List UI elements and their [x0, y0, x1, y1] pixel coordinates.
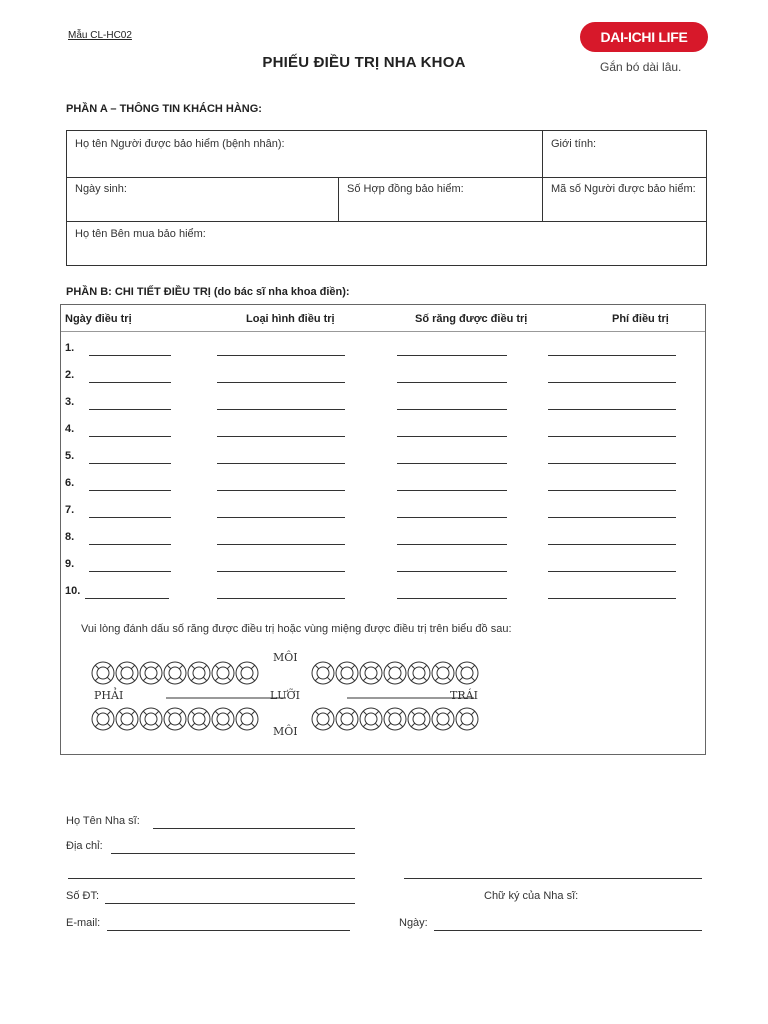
dentist-address-label: Địa chỉ:	[66, 840, 103, 852]
teeth-treated-field[interactable]	[397, 463, 507, 464]
dentist-email-label: E-mail:	[66, 917, 101, 929]
lower-left-tooth[interactable]	[408, 708, 430, 730]
col-treatment-date: Ngày điều trị	[65, 313, 132, 325]
lower-right-tooth[interactable]	[164, 708, 186, 730]
dentist-signature-field[interactable]	[404, 878, 702, 879]
row-number: 10.	[65, 585, 81, 597]
row-number: 4.	[65, 423, 75, 435]
dentist-address-field[interactable]	[111, 853, 355, 854]
upper-left-tooth[interactable]	[456, 662, 478, 684]
teeth-treated-field[interactable]	[397, 436, 507, 437]
lower-left-tooth[interactable]	[312, 708, 334, 730]
teeth-treated-field[interactable]	[397, 355, 507, 356]
section-a-heading: PHẦN A – THÔNG TIN KHÁCH HÀNG:	[66, 103, 262, 115]
lower-left-tooth[interactable]	[432, 708, 454, 730]
treatment-date-field[interactable]	[89, 382, 171, 383]
treatment-date-field[interactable]	[89, 409, 171, 410]
treatment-date-field[interactable]	[89, 544, 171, 545]
row-number: 6.	[65, 477, 75, 489]
treatment-type-field[interactable]	[217, 382, 345, 383]
dentist-email-field[interactable]	[107, 930, 350, 931]
dai-ichi-life-logo: DAI-ICHI LIFE	[580, 22, 708, 52]
form-code: Mẫu CL-HC02	[68, 30, 132, 41]
upper-left-tooth[interactable]	[336, 662, 358, 684]
lower-right-tooth[interactable]	[236, 708, 258, 730]
treatment-fee-field[interactable]	[548, 382, 676, 383]
upper-left-tooth[interactable]	[360, 662, 382, 684]
dentist-phone-label: Số ĐT:	[66, 890, 100, 902]
teeth-treated-field[interactable]	[397, 598, 507, 599]
chart-label-lip-top: MÔI	[273, 651, 298, 664]
treatment-date-field[interactable]	[89, 490, 171, 491]
teeth-treated-field[interactable]	[397, 409, 507, 410]
lower-right-tooth[interactable]	[92, 708, 114, 730]
page-title: PHIẾU ĐIỀU TRỊ NHA KHOA	[262, 54, 466, 71]
treatment-fee-field[interactable]	[548, 355, 676, 356]
row-number: 3.	[65, 396, 75, 408]
upper-right-tooth[interactable]	[164, 662, 186, 684]
treatment-date-field[interactable]	[89, 463, 171, 464]
col-teeth-treated: Số răng được điều trị	[415, 313, 528, 325]
section-b-heading: PHẦN B: CHI TIẾT ĐIỀU TRỊ (do bác sĩ nha khoa điền):	[66, 286, 350, 298]
lower-right-tooth[interactable]	[140, 708, 162, 730]
dentist-name-label: Họ Tên Nha sĩ:	[66, 815, 140, 827]
upper-right-tooth[interactable]	[116, 662, 138, 684]
treatment-type-field[interactable]	[217, 571, 345, 572]
dentist-address-field-line2[interactable]	[68, 878, 355, 879]
treatment-type-field[interactable]	[217, 436, 345, 437]
treatment-date-field[interactable]	[89, 355, 171, 356]
chart-label-left: TRÁI	[450, 689, 478, 702]
treatment-fee-field[interactable]	[548, 598, 676, 599]
upper-right-tooth[interactable]	[236, 662, 258, 684]
teeth-treated-field[interactable]	[397, 517, 507, 518]
row-number: 2.	[65, 369, 75, 381]
upper-left-tooth[interactable]	[408, 662, 430, 684]
treatment-date-field[interactable]	[85, 598, 169, 599]
chart-label-tongue: LƯỠI	[270, 689, 300, 702]
upper-left-tooth[interactable]	[432, 662, 454, 684]
upper-right-tooth[interactable]	[212, 662, 234, 684]
chart-label-right: PHẢI	[94, 689, 124, 702]
upper-right-tooth[interactable]	[92, 662, 114, 684]
lower-left-tooth[interactable]	[360, 708, 382, 730]
teeth-treated-field[interactable]	[397, 382, 507, 383]
treatment-date-field[interactable]	[89, 436, 171, 437]
upper-left-tooth[interactable]	[312, 662, 334, 684]
tooth-chart-note: Vui lòng đánh dấu số răng được điều trị hoặc vùng miệng được điều trị trên biểu đồ sau:	[81, 623, 512, 635]
treatment-type-field[interactable]	[217, 598, 345, 599]
teeth-treated-field[interactable]	[397, 490, 507, 491]
lower-left-tooth[interactable]	[384, 708, 406, 730]
lower-right-tooth[interactable]	[188, 708, 210, 730]
gender-field[interactable]: Giới tính:	[551, 138, 597, 150]
treatment-type-field[interactable]	[217, 355, 345, 356]
lower-left-tooth[interactable]	[456, 708, 478, 730]
treatment-fee-field[interactable]	[548, 544, 676, 545]
row-number: 7.	[65, 504, 75, 516]
treatment-fee-field[interactable]	[548, 436, 676, 437]
dentist-signature-label: Chữ ký của Nha sĩ:	[484, 890, 579, 902]
contract-number-field[interactable]: Số Hợp đồng bảo hiểm:	[347, 183, 464, 195]
teeth-treated-field[interactable]	[397, 544, 507, 545]
upper-right-tooth[interactable]	[140, 662, 162, 684]
treatment-date-field[interactable]	[89, 571, 171, 572]
insured-id-field[interactable]: Mã số Người được bảo hiểm:	[551, 183, 696, 195]
treatment-fee-field[interactable]	[548, 517, 676, 518]
row-number: 9.	[65, 558, 75, 570]
lower-right-tooth[interactable]	[212, 708, 234, 730]
col-treatment-fee: Phí điều trị	[612, 313, 669, 325]
dob-field[interactable]: Ngày sinh:	[75, 183, 127, 195]
dentist-name-field[interactable]	[153, 828, 355, 829]
treatment-fee-field[interactable]	[548, 463, 676, 464]
upper-right-tooth[interactable]	[188, 662, 210, 684]
upper-left-tooth[interactable]	[384, 662, 406, 684]
row-number: 1.	[65, 342, 75, 354]
insured-name-field[interactable]: Họ tên Người được bảo hiểm (bệnh nhân):	[75, 138, 285, 150]
row-number: 8.	[65, 531, 75, 543]
date-label: Ngày:	[399, 917, 428, 929]
logo-tagline: Gắn bó dài lâu.	[600, 60, 682, 74]
treatment-type-field[interactable]	[217, 517, 345, 518]
lower-left-tooth[interactable]	[336, 708, 358, 730]
row-number: 5.	[65, 450, 75, 462]
treatment-details-table	[60, 304, 706, 755]
teeth-treated-field[interactable]	[397, 571, 507, 572]
treatment-date-field[interactable]	[89, 517, 171, 518]
treatment-type-field[interactable]	[217, 463, 345, 464]
treatment-fee-field[interactable]	[548, 490, 676, 491]
treatment-type-field[interactable]	[217, 409, 345, 410]
treatment-fee-field[interactable]	[548, 571, 676, 572]
chart-label-lip-bottom: MÔI	[273, 725, 298, 738]
col-treatment-type: Loại hình điều trị	[246, 313, 335, 325]
treatment-fee-field[interactable]	[548, 409, 676, 410]
treatment-type-field[interactable]	[217, 544, 345, 545]
dentist-phone-field[interactable]	[105, 903, 355, 904]
lower-right-tooth[interactable]	[116, 708, 138, 730]
date-field[interactable]	[434, 930, 702, 931]
buyer-name-field[interactable]: Họ tên Bên mua bảo hiểm:	[75, 228, 206, 240]
customer-info-table	[66, 130, 707, 266]
treatment-type-field[interactable]	[217, 490, 345, 491]
